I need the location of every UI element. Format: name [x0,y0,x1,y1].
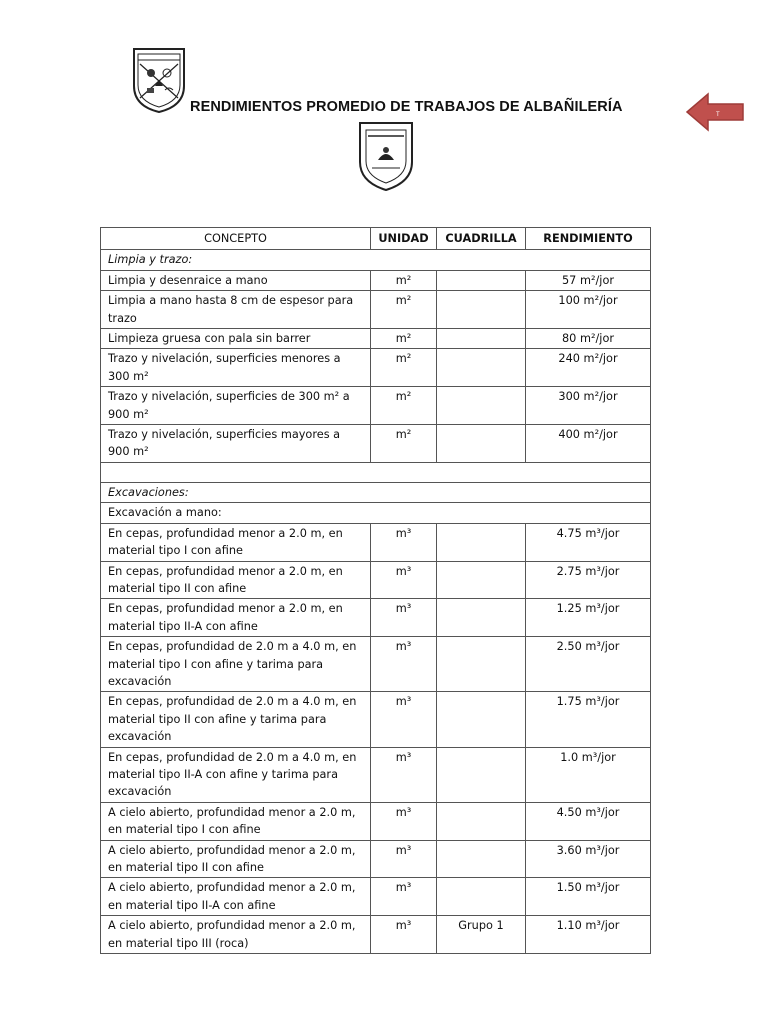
svg-text:T: T [716,112,720,118]
cell-concepto: Trazo y nivelación, superficies de 300 m² a 900 m² [101,387,371,425]
cell-concepto: A cielo abierto, profundidad menor a 2.0 m, en material tipo II con afine [101,840,371,878]
table-row [101,599,651,637]
cell-cuadrilla [437,692,526,747]
cell-unidad: m³ [371,637,437,692]
section-excavaciones-label: Excavaciones: [101,482,651,502]
cell-unidad: m³ [371,916,437,954]
cell-concepto: A cielo abierto, profundidad menor a 2.0 m, en material tipo III (roca) [101,916,371,954]
cell-concepto: En cepas, profundidad menor a 2.0 m, en material tipo I con afine [101,523,371,561]
cell-unidad: m³ [371,802,437,840]
cell-unidad: m² [371,329,437,349]
cell-unidad: m³ [371,692,437,747]
cell-cuadrilla [437,270,526,290]
table-row [101,523,651,561]
cell-concepto: En cepas, profundidad menor a 2.0 m, en material tipo II-A con afine [101,599,371,637]
header-cuadrilla: CUADRILLA [437,228,526,250]
page-title: RENDIMIENTOS PROMEDIO DE TRABAJOS DE ALBAÑILERÍA [190,99,623,115]
table-row [101,425,651,463]
section-row [101,482,651,502]
cell-unidad: m² [371,291,437,329]
back-arrow-icon[interactable] [686,92,744,132]
cell-cuadrilla [437,840,526,878]
table-row [101,291,651,329]
table-header-row [101,228,651,250]
cell-cuadrilla [437,747,526,802]
cell-rendimiento: 100 m²/jor [526,291,651,329]
cell-rendimiento: 1.10 m³/jor [526,916,651,954]
cell-rendimiento: 3.60 m³/jor [526,840,651,878]
faculty-seal-icon [356,120,416,192]
cell-unidad: m² [371,425,437,463]
cell-concepto: En cepas, profundidad menor a 2.0 m, en material tipo II con afine [101,561,371,599]
cell-cuadrilla [437,329,526,349]
cell-concepto: Trazo y nivelación, superficies menores a 300 m² [101,349,371,387]
table-row [101,270,651,290]
cell-rendimiento: 4.75 m³/jor [526,523,651,561]
header-concepto: CONCEPTO [101,228,371,250]
table-row [101,916,651,954]
cell-unidad: m² [371,387,437,425]
cell-rendimiento: 57 m²/jor [526,270,651,290]
cell-concepto: Limpia y desenraice a mano [101,270,371,290]
cell-cuadrilla [437,802,526,840]
cell-cuadrilla [437,387,526,425]
cell-rendimiento: 1.50 m³/jor [526,878,651,916]
cell-rendimiento: 80 m²/jor [526,329,651,349]
cell-rendimiento: 1.25 m³/jor [526,599,651,637]
table-row [101,329,651,349]
cell-unidad: m³ [371,878,437,916]
cell-rendimiento: 1.0 m³/jor [526,747,651,802]
header-rendimiento: RENDIMIENTO [526,228,651,250]
cell-concepto: En cepas, profundidad de 2.0 m a 4.0 m, en material tipo I con afine y tarima para excavación [101,637,371,692]
subsection-row [101,503,651,523]
cell-concepto: En cepas, profundidad de 2.0 m a 4.0 m, en material tipo II-A con afine y tarima para excavación [101,747,371,802]
header-unidad: UNIDAD [371,228,437,250]
cell-concepto: A cielo abierto, profundidad menor a 2.0 m, en material tipo II-A con afine [101,878,371,916]
cell-unidad: m³ [371,523,437,561]
cell-concepto: A cielo abierto, profundidad menor a 2.0 m, en material tipo I con afine [101,802,371,840]
table-row [101,840,651,878]
cell-concepto: Limpieza gruesa con pala sin barrer [101,329,371,349]
rendimientos-table [100,227,651,954]
table-row [101,387,651,425]
cell-rendimiento: 400 m²/jor [526,425,651,463]
cell-cuadrilla [437,523,526,561]
cell-unidad: m³ [371,599,437,637]
university-seal-icon [131,46,187,114]
table-row [101,747,651,802]
cell-cuadrilla [437,637,526,692]
cell-cuadrilla [437,349,526,387]
cell-concepto: Limpia a mano hasta 8 cm de espesor para trazo [101,291,371,329]
cell-cuadrilla [437,599,526,637]
cell-unidad: m³ [371,747,437,802]
cell-unidad: m² [371,270,437,290]
blank-cell [101,462,651,482]
cell-rendimiento: 2.75 m³/jor [526,561,651,599]
section-row [101,250,651,270]
subsection-excavacion-mano-label: Excavación a mano: [101,503,651,523]
section-limpia-label: Limpia y trazo: [101,250,651,270]
table-row [101,802,651,840]
cell-cuadrilla: Grupo 1 [437,916,526,954]
table-row [101,349,651,387]
cell-rendimiento: 300 m²/jor [526,387,651,425]
cell-cuadrilla [437,561,526,599]
table-row [101,692,651,747]
cell-concepto: Trazo y nivelación, superficies mayores a 900 m² [101,425,371,463]
cell-cuadrilla [437,291,526,329]
cell-cuadrilla [437,425,526,463]
cell-cuadrilla [437,878,526,916]
cell-unidad: m² [371,349,437,387]
cell-rendimiento: 2.50 m³/jor [526,637,651,692]
cell-rendimiento: 240 m²/jor [526,349,651,387]
cell-rendimiento: 1.75 m³/jor [526,692,651,747]
blank-row [101,462,651,482]
cell-unidad: m³ [371,840,437,878]
cell-concepto: En cepas, profundidad de 2.0 m a 4.0 m, en material tipo II con afine y tarima para excavación [101,692,371,747]
table-row [101,878,651,916]
table-row [101,637,651,692]
cell-unidad: m³ [371,561,437,599]
table-row [101,561,651,599]
cell-rendimiento: 4.50 m³/jor [526,802,651,840]
